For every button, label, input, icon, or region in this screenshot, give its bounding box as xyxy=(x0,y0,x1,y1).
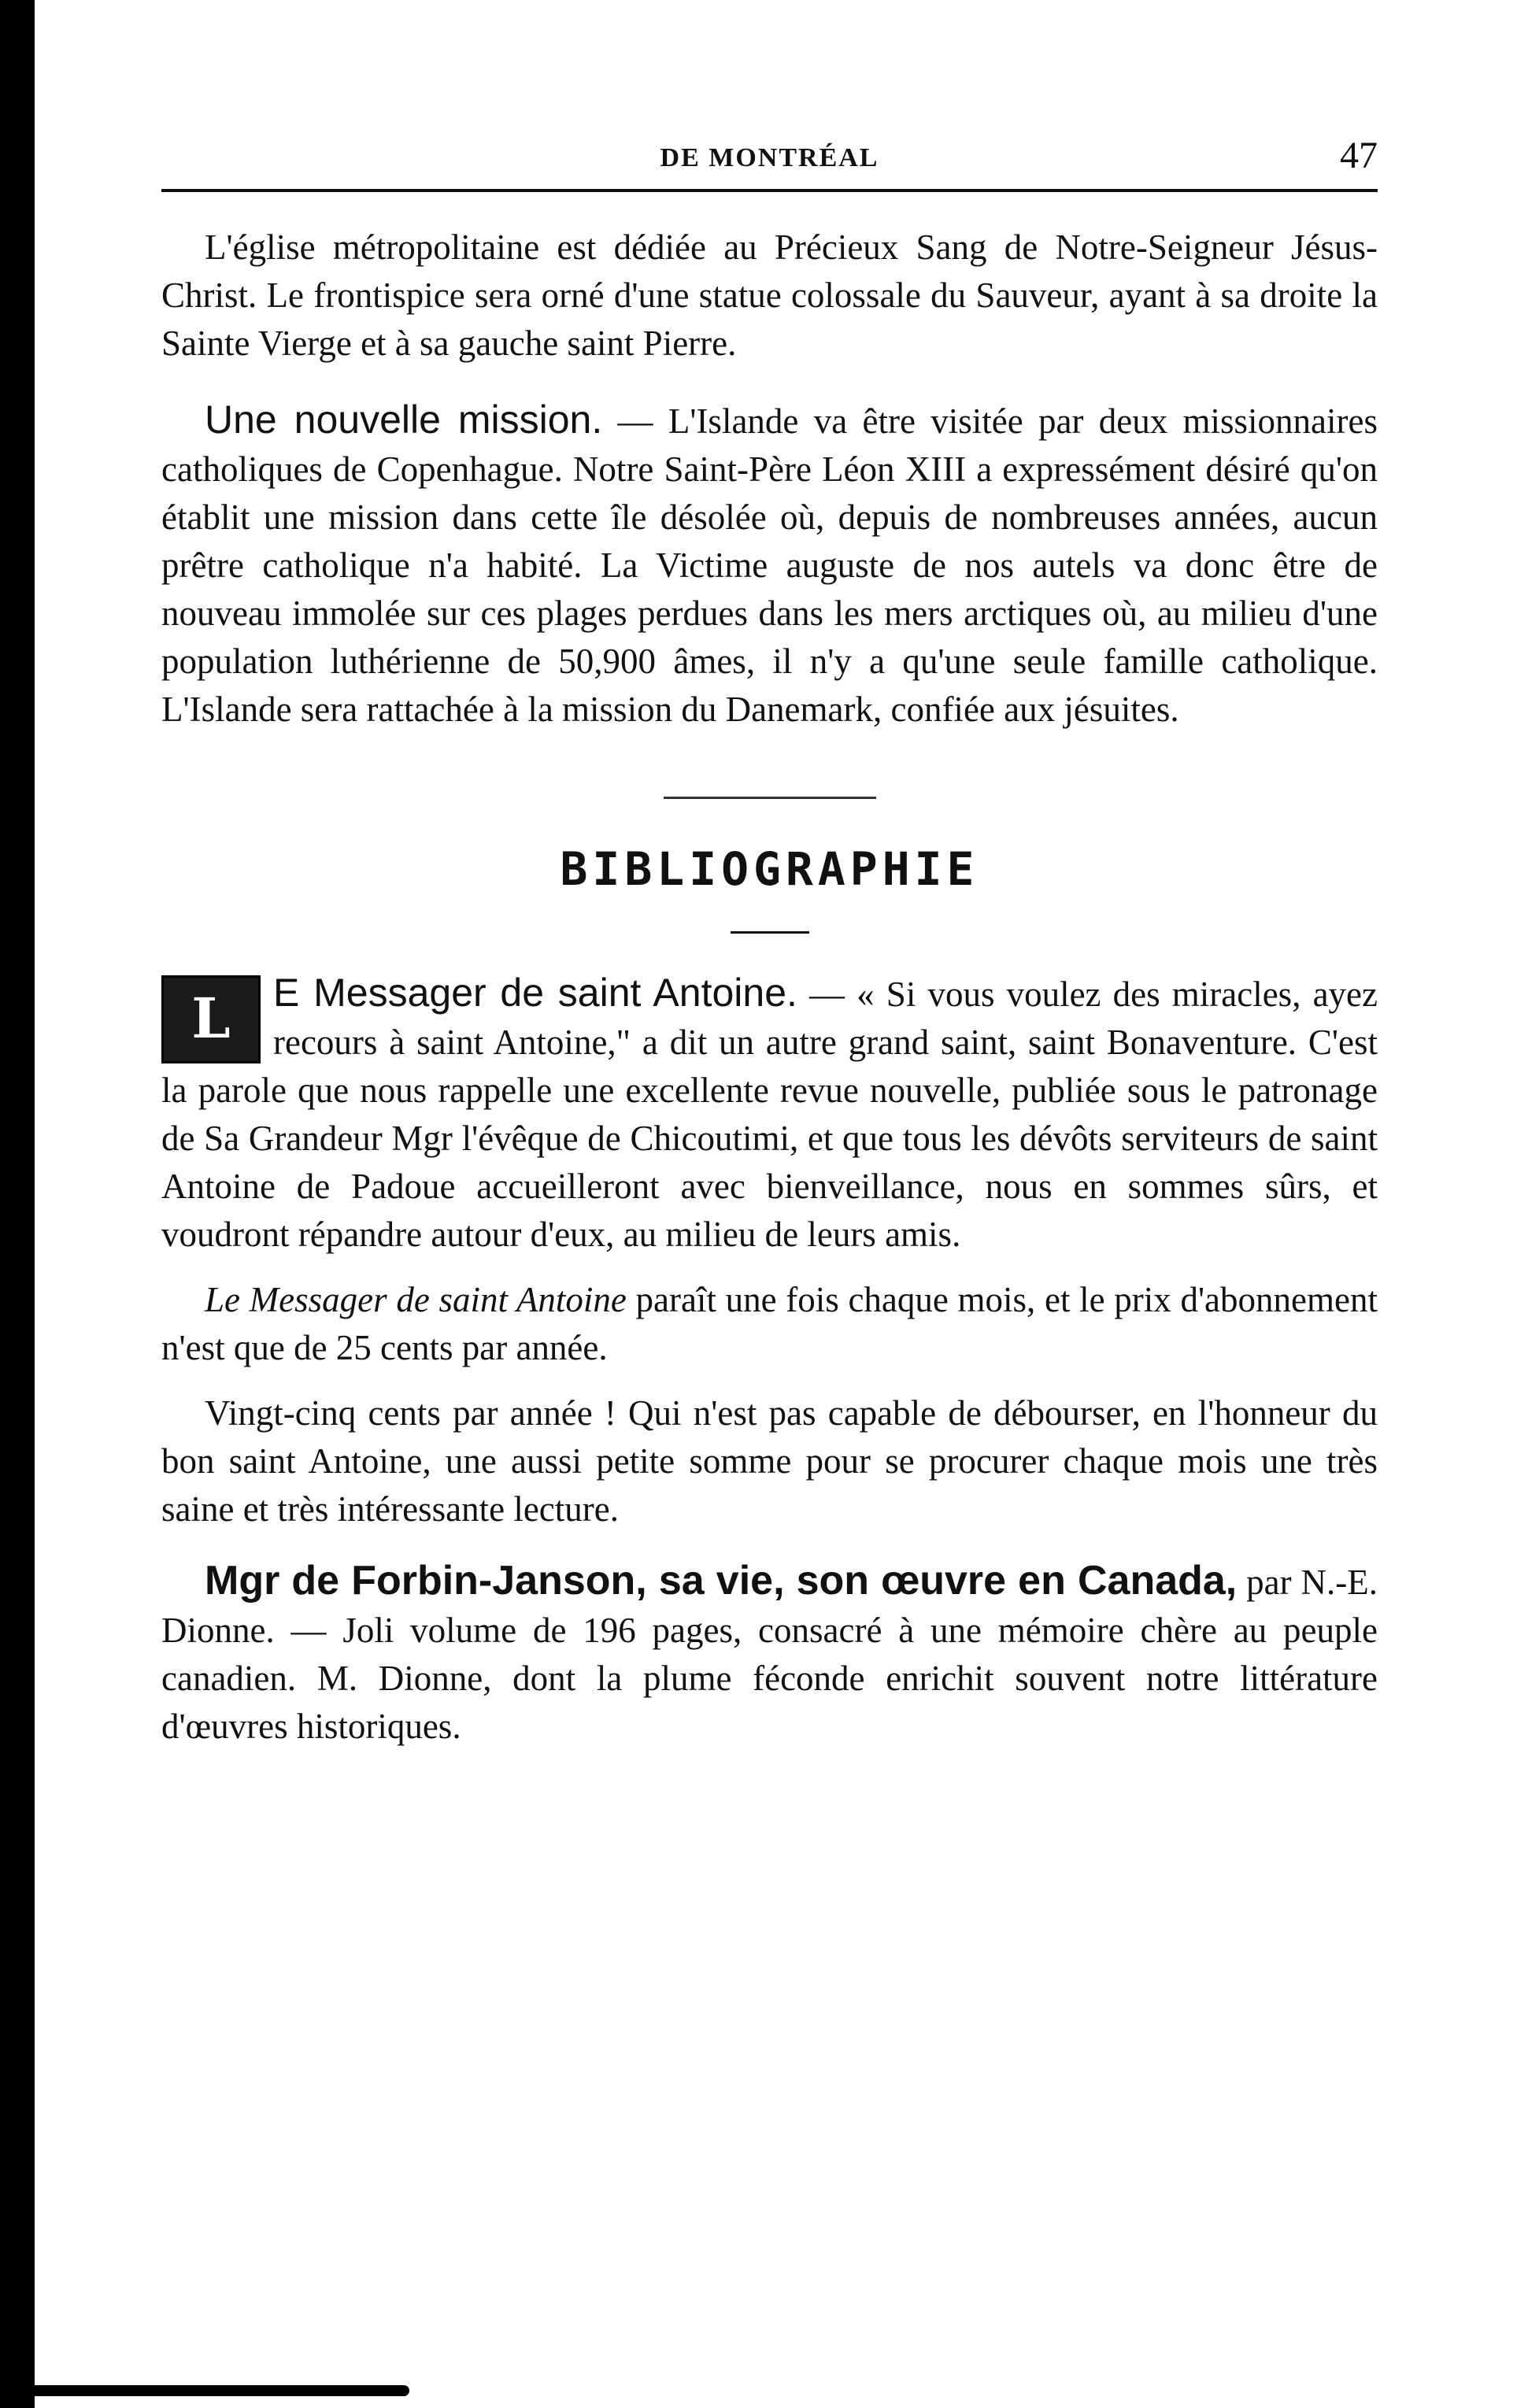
header-rule xyxy=(161,189,1378,192)
price-paragraph xyxy=(161,1276,1378,1372)
ornamental-initial xyxy=(161,975,261,1063)
page-corner-shadow xyxy=(31,2385,409,2396)
title-rule xyxy=(731,931,809,934)
paragraph-gap xyxy=(161,1533,1378,1557)
mission-heading: Une nouvelle mission. xyxy=(205,398,603,442)
messager-title-italic: Le Messager de saint Antoine xyxy=(205,1280,627,1319)
forbin-heading: Mgr de Forbin-Janson, sa vie, son œuvre en Canada, xyxy=(205,1558,1238,1603)
paragraph-gap xyxy=(161,368,1378,396)
forbin-paragraph xyxy=(161,1557,1378,1751)
messager-heading: E Messager de saint Antoine. xyxy=(273,971,797,1015)
section-divider xyxy=(664,797,876,799)
running-title: DE MONTRÉAL xyxy=(660,143,879,172)
messager-paragraph xyxy=(161,969,1378,1259)
book-page xyxy=(161,134,1378,1751)
mission-text: — L'Islande va être visitée par deux missionnaires catholiques de Copenhague. Notre Saint-Père Léon XIII a expressément désiré qu'on établit une mission dans cette île désolée où, depuis de nombreuses années, aucun prêtre catholique n'a habité. La Victime auguste de nos autels va donc être de nouveau immolée sur ces plages perdues dans les mers arctiques où, au milieu d'une population luthérienne de 50,900 âmes, il n'y a qu'une seule famille catholique. L'Islande sera rattachée à la mission du Danemark, confiée aux jésuites. xyxy=(161,401,1378,729)
paragraph-gap xyxy=(161,1372,1378,1389)
intro-text: L'église métropolitaine est dédiée au Précieux Sang de Notre-Seigneur Jésus-Christ. Le frontispice sera orné d'une statue colossale du Sauveur, ayant à sa droite la Sainte Vierge et à sa gauche saint Pierre. xyxy=(161,227,1378,363)
intro-paragraph xyxy=(161,224,1378,368)
book-spine-shadow xyxy=(0,0,35,2408)
running-head xyxy=(161,134,1378,189)
section-title: BIBLIOGRAPHIE xyxy=(560,842,979,896)
paragraph-gap xyxy=(161,1259,1378,1276)
page-number: 47 xyxy=(1340,135,1378,176)
price-text: paraît une fois chaque mois, et le prix d'abonnement n'est que de 25 cents par année. xyxy=(161,1280,1378,1367)
mission-paragraph xyxy=(161,396,1378,734)
messager-entry xyxy=(161,969,1378,1259)
forbin-text: par N.-E. Dionne. — Joli volume de 196 pages, consacré à une mémoire chère au peuple canadien. M. Dionne, dont la plume féconde enrichit souvent notre littérature d'œuvres historiques. xyxy=(161,1563,1378,1746)
comment-paragraph xyxy=(161,1389,1378,1533)
comment-text: Vingt-cinq cents par année ! Qui n'est pas capable de débourser, en l'honneur du bon saint Antoine, une aussi petite somme pour se procurer chaque mois une très saine et très intéressante lecture. xyxy=(161,1393,1378,1529)
initial-letter: L xyxy=(191,986,231,1051)
messager-text: — « Si vous voulez des miracles, ayez recours à saint Antoine," a dit un autre grand saint, saint Bonaventure. C'est la parole que nous rappelle une excellente revue nouvelle, publiée sous le patronage de Sa Grandeur Mgr l'évêque de Chicoutimi, et que tous les dévôts serviteurs de saint Antoine de Padoue accueilleront avec bienveillance, nous en sommes sûrs, et voudront répandre autour d'eux, au milieu de leurs amis. xyxy=(161,975,1378,1254)
